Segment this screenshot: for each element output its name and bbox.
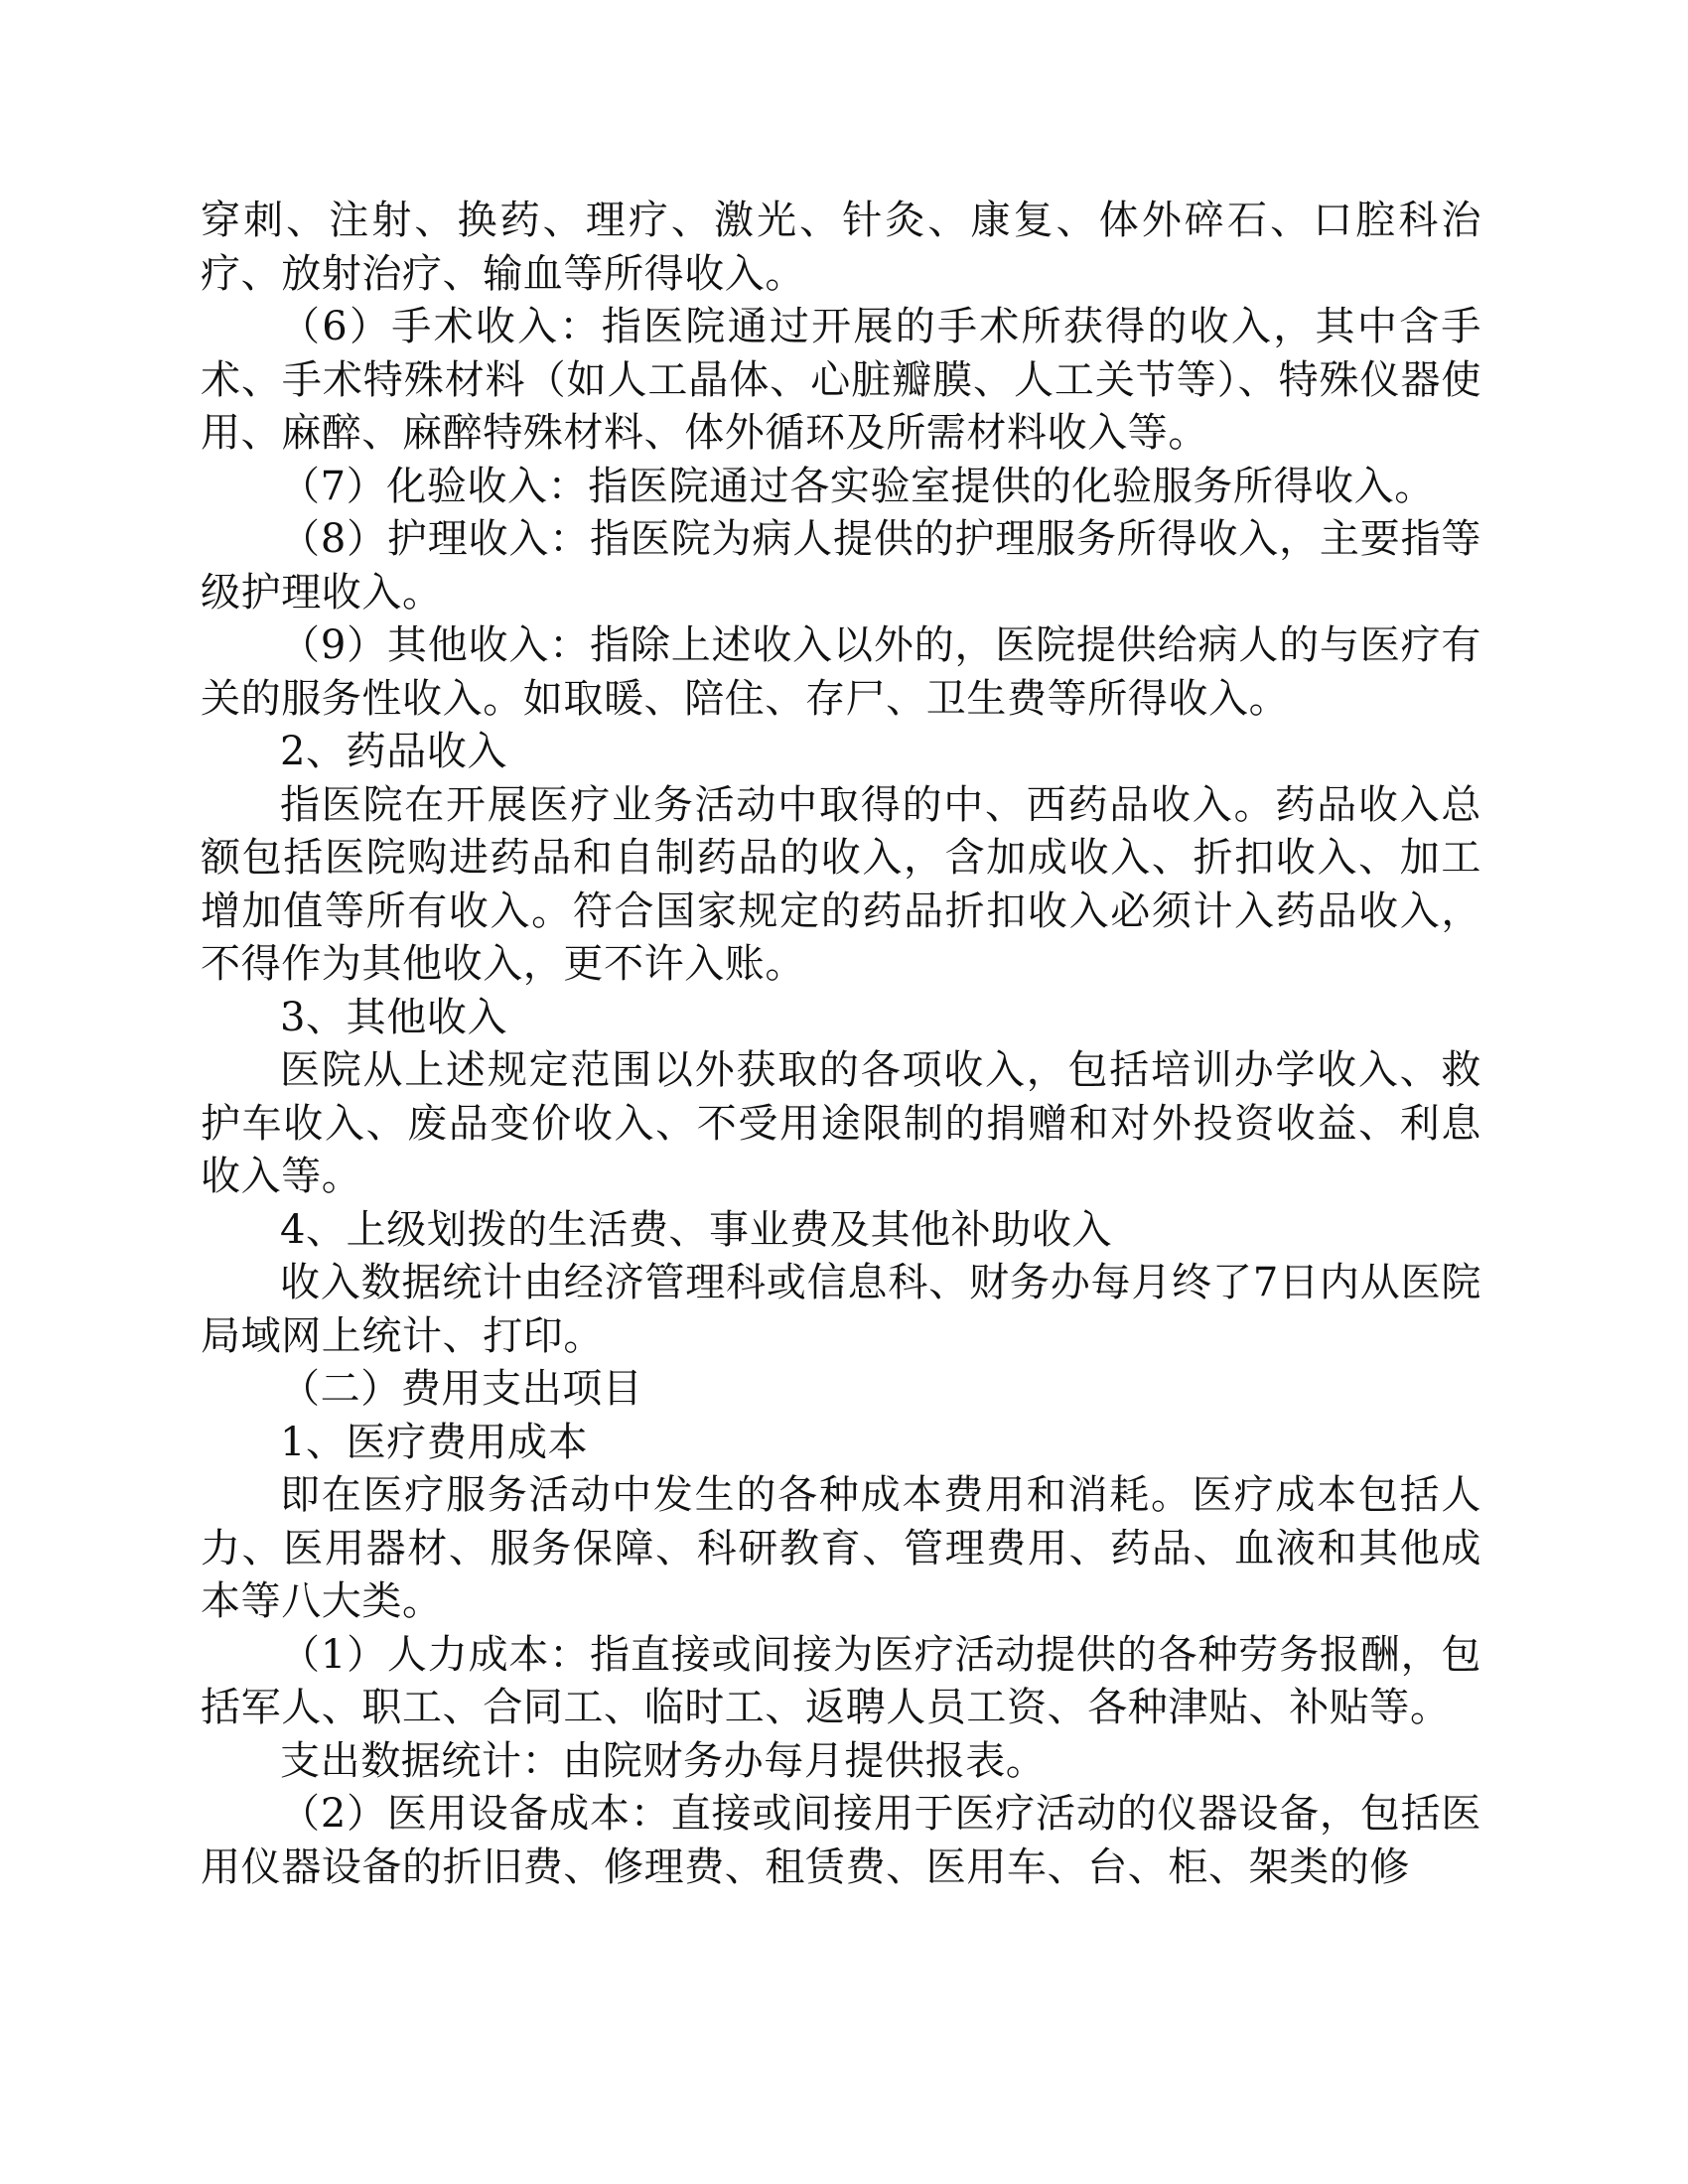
heading-subsidy-income: 4、上级划拨的生活费、事业费及其他补助收入 (280, 1206, 1113, 1253)
paragraph-labor-cost: （1）人力成本：指直接或间接为医疗活动提供的各种劳务报酬，包括军人、职工、合同工、临时工、返聘人员工资、各种津贴、补贴等。 (201, 1631, 1481, 1730)
paragraph-equipment-cost: （2）医用设备成本：直接或间接用于医疗活动的仪器设备，包括医用仪器设备的折旧费、修理费、租赁费、医用车、台、柜、架类的修 (201, 1791, 1481, 1890)
paragraph-nursing-income: （8）护理收入：指医院为病人提供的护理服务所得收入，主要指等级护理收入。 (201, 516, 1481, 615)
heading-other-income: 3、其他收入 (280, 994, 508, 1040)
document-body (201, 195, 1481, 1894)
heading-medical-cost: 1、医疗费用成本 (280, 1419, 589, 1465)
heading-expense-items: （二）费用支出项目 (280, 1366, 643, 1412)
paragraph-other-income: 医院从上述规定范围以外获取的各项收入，包括培训办学收入、救护车收入、废品变价收入、不受用途限制的捐赠和对外投资收益、利息收入等。 (201, 1047, 1481, 1199)
paragraph-surgery-income: （6）手术收入：指医院通过开展的手术所获得的收入，其中含手术、手术特殊材料（如人工晶体、心脏瓣膜、人工关节等）、特殊仪器使用、麻醉、麻醉特殊材料、体外循环及所需材料收入等。 (201, 304, 1481, 456)
paragraph-drug-income: 指医院在开展医疗业务活动中取得的中、西药品收入。药品收入总额包括医院购进药品和自制药品的收入，含加成收入、折扣收入、加工增加值等所有收入。符合国家规定的药品折扣收入必须计入药品收入，不得作为其他收入，更不许入账。 (201, 781, 1481, 987)
heading-drug-income: 2、药品收入 (280, 729, 508, 774)
paragraph-continuation: 穿刺、注射、换药、理疗、激光、针灸、康复、体外碎石、口腔科治疗、放射治疗、输血等所得收入。 (201, 198, 1481, 297)
paragraph-income-statistics: 收入数据统计由经济管理科或信息科、财务办每月终了7日内从医院局域网上统计、打印。 (201, 1260, 1481, 1359)
paragraph-expense-statistics: 支出数据统计：由院财务办每月提供报表。 (280, 1737, 1047, 1784)
paragraph-lab-income: （7）化验收入：指医院通过各实验室提供的化验服务所得收入。 (280, 463, 1435, 509)
paragraph-other-service-income: （9）其他收入：指除上述收入以外的，医院提供给病人的与医疗有关的服务性收入。如取暖、陪住、存尸、卫生费等所得收入。 (201, 622, 1481, 722)
paragraph-medical-cost: 即在医疗服务活动中发生的各种成本费用和消耗。医疗成本包括人力、医用器材、服务保障、科研教育、管理费用、药品、血液和其他成本等八大类。 (201, 1472, 1481, 1624)
